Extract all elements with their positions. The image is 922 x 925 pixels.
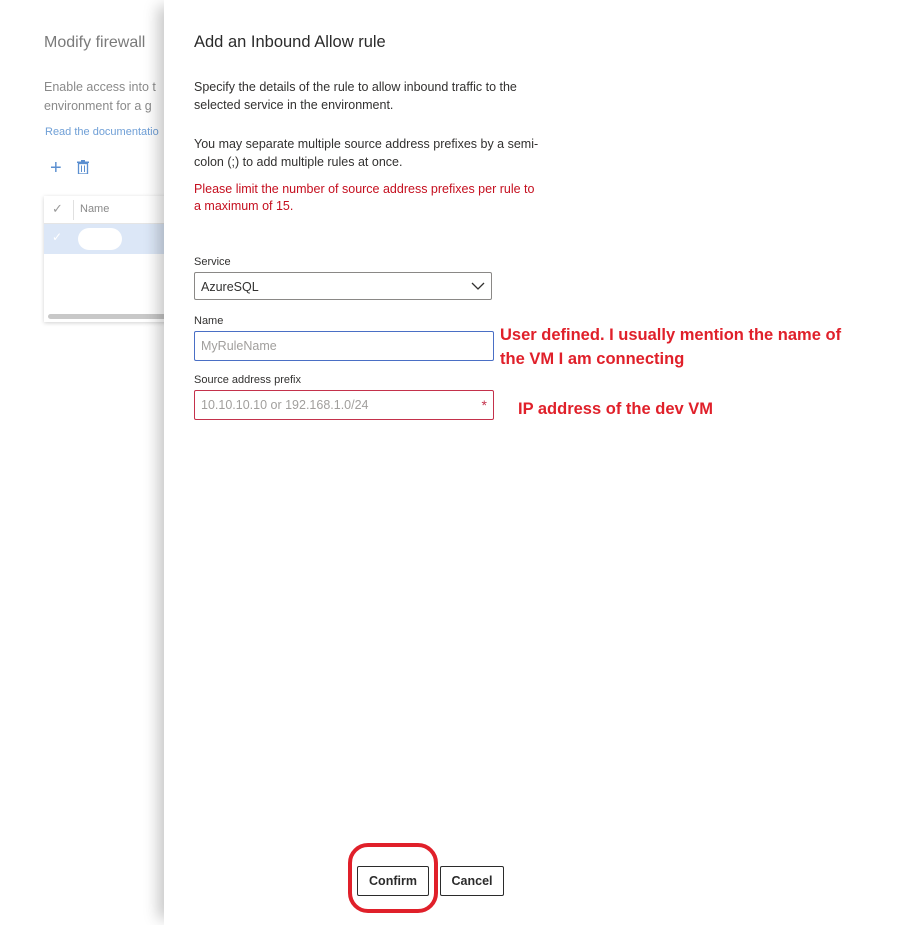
service-dropdown[interactable] <box>194 272 492 300</box>
prefix-limit-warning: Please limit the number of source address prefixes per rule to a maximum of 15. <box>194 182 535 213</box>
source-address-input[interactable] <box>195 391 477 419</box>
column-header-name[interactable]: Name <box>80 203 110 215</box>
name-input[interactable] <box>194 331 494 361</box>
source-address-field[interactable] <box>194 390 494 420</box>
cancel-button[interactable]: Cancel <box>440 866 504 896</box>
table-row[interactable] <box>44 224 174 254</box>
chevron-down-icon <box>471 279 485 293</box>
name-label: Name <box>194 315 224 327</box>
service-selected-value: AzureSQL <box>201 280 259 294</box>
background-description <box>44 78 156 116</box>
service-label: Service <box>194 256 231 268</box>
column-divider <box>73 200 74 220</box>
source-address-label: Source address prefix <box>194 374 301 386</box>
rules-table <box>44 196 174 322</box>
confirm-button[interactable]: Confirm <box>357 866 429 896</box>
source-annotation: IP address of the dev VM <box>518 400 714 418</box>
panel-description-separator-hint: You may separate multiple source address prefixes by a semi-colon (;) to add multiple rules at once. <box>194 137 539 169</box>
select-all-check-icon[interactable]: ✓ <box>52 201 63 216</box>
panel-title: Add an Inbound Allow rule <box>194 33 386 51</box>
row-check-icon[interactable]: ✓ <box>52 230 63 244</box>
name-annotation-line-1: User defined. I usually mention the name of <box>500 326 842 344</box>
background-description-line-1: Enable access into t <box>44 80 156 94</box>
background-description-line-2: environment for a g <box>44 99 152 113</box>
trash-icon[interactable] <box>77 160 89 174</box>
name-annotation-line-2: the VM I am connecting <box>500 350 685 368</box>
table-header <box>44 196 174 224</box>
name-annotation <box>500 323 841 371</box>
redacted-name <box>78 228 122 250</box>
background-title: Modify firewall <box>44 34 146 51</box>
add-icon[interactable]: + <box>50 157 62 179</box>
documentation-link[interactable]: Read the documentatio <box>45 126 159 138</box>
add-rule-panel <box>164 0 922 925</box>
horizontal-scrollbar[interactable] <box>48 314 168 319</box>
panel-description: Specify the details of the rule to allow inbound traffic to the selected service in the environment. <box>194 80 517 112</box>
required-marker: * <box>481 397 487 413</box>
